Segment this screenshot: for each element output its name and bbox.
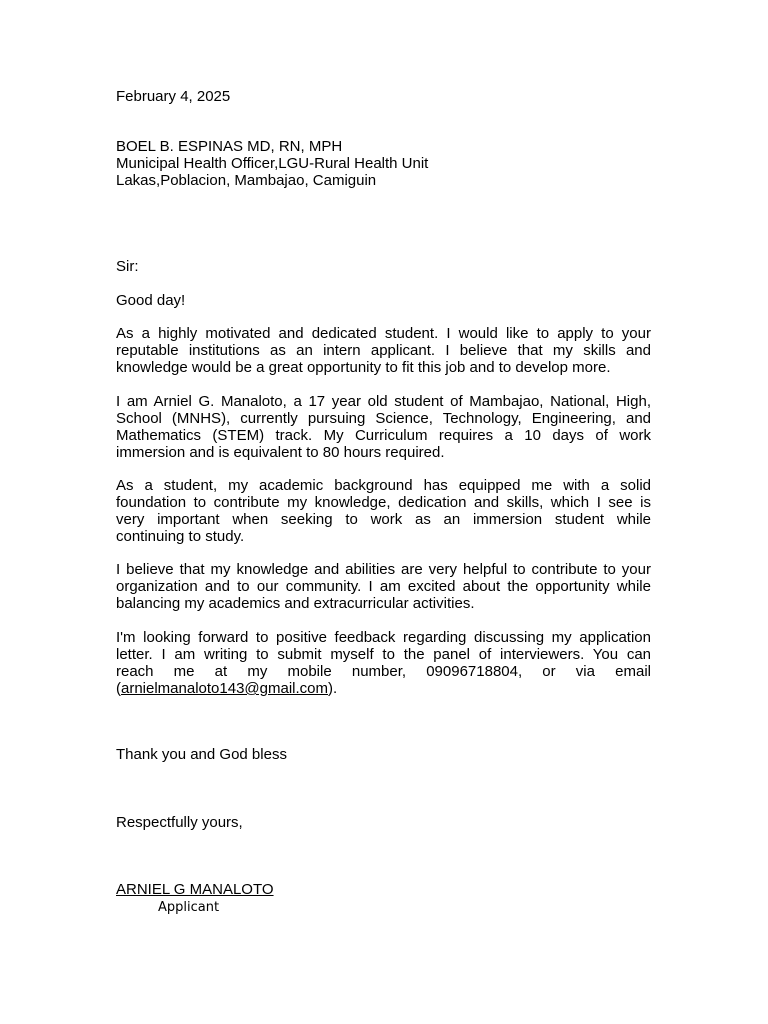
recipient-address: Lakas,Poblacion, Mambajao, Camiguin bbox=[116, 172, 377, 189]
signature-name: ARNIEL G MANALOTO bbox=[116, 881, 274, 898]
email-open-paren: ( bbox=[116, 680, 121, 697]
paragraph-line: letter. I am writing to submit myself to the panel of interviewers. You can bbox=[116, 646, 651, 663]
paragraph-line: Mathematics (STEM) track. My Curriculum requires a 10 days of work bbox=[116, 427, 651, 444]
paragraph-introduction bbox=[116, 393, 651, 461]
paragraph-line: knowledge would be a great opportunity to fit this job and to develop more. bbox=[116, 359, 611, 376]
paragraph-line: I believe that my knowledge and abilities are very helpful to contribute to your bbox=[116, 561, 651, 578]
signature-role: Applicant bbox=[158, 900, 220, 915]
email-close-paren: ). bbox=[328, 680, 338, 697]
paragraph-line: I'm looking forward to positive feedback regarding discussing my application bbox=[116, 629, 651, 646]
paragraph-line: very important when seeking to work as an immersion student while bbox=[116, 511, 651, 528]
paragraph-line: As a highly motivated and dedicated student. I would like to apply to your bbox=[116, 325, 651, 342]
paragraph-line: reputable institutions as an intern applicant. I believe that my skills and bbox=[116, 342, 651, 359]
paragraph-intent bbox=[116, 325, 651, 376]
recipient-position: Municipal Health Officer,LGU-Rural Health Unit bbox=[116, 155, 429, 172]
paragraph-line: foundation to contribute my knowledge, dedication and skills, which I see is bbox=[116, 494, 651, 511]
recipient-name: BOEL B. ESPINAS MD, RN, MPH bbox=[116, 138, 343, 155]
paragraph-abilities bbox=[116, 561, 651, 612]
closing-line: Respectfully yours, bbox=[116, 814, 243, 831]
greeting: Good day! bbox=[116, 292, 186, 309]
paragraph-background bbox=[116, 477, 651, 545]
email-link[interactable]: arnielmanaloto143@gmail.com bbox=[121, 680, 328, 697]
salutation: Sir: bbox=[116, 258, 139, 275]
paragraph-line: immersion and is equivalent to 80 hours required. bbox=[116, 444, 445, 461]
paragraph-line: As a student, my academic background has equipped me with a solid bbox=[116, 477, 651, 494]
letter-date: February 4, 2025 bbox=[116, 88, 231, 105]
thanks-line: Thank you and God bless bbox=[116, 746, 287, 763]
paragraph-line: balancing my academics and extracurricular activities. bbox=[116, 595, 475, 612]
paragraph-line: School (MNHS), currently pursuing Science, Technology, Engineering, and bbox=[116, 410, 651, 427]
email-line bbox=[116, 680, 651, 697]
paragraph-contact bbox=[116, 629, 651, 697]
paragraph-line: reach me at my mobile number, 09096718804, or via email bbox=[116, 663, 651, 680]
paragraph-line: continuing to study. bbox=[116, 528, 245, 545]
paragraph-line: I am Arniel G. Manaloto, a 17 year old student of Mambajao, National, High, bbox=[116, 393, 651, 410]
paragraph-line: organization and to our community. I am excited about the opportunity while bbox=[116, 578, 651, 595]
